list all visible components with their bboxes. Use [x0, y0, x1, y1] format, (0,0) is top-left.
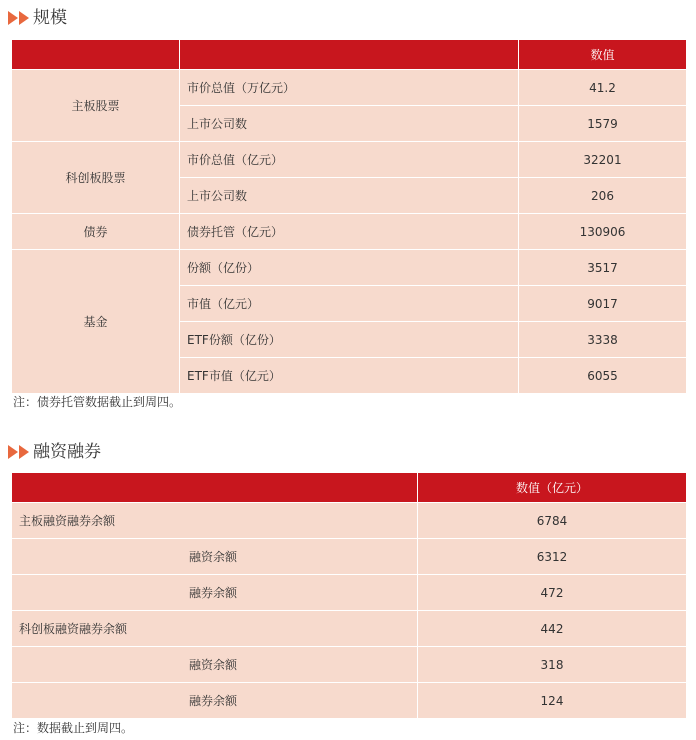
table-row	[12, 503, 687, 539]
header-cell	[180, 40, 519, 70]
footnote: 注：数据截止到周四。	[13, 721, 134, 735]
table-row	[12, 70, 687, 106]
table-row	[12, 539, 687, 575]
group-label: 债券	[12, 214, 180, 250]
item-label: ETF市值（亿元）	[180, 358, 519, 394]
item-label: 市价总值（亿元）	[180, 142, 519, 178]
section-title: 融资融券	[33, 442, 101, 462]
section-title: 规模	[33, 8, 67, 28]
row-value: 472	[418, 575, 687, 611]
table-header-row	[12, 473, 687, 503]
scale-table	[11, 39, 687, 394]
row-label: 科创板融资融券余额	[12, 611, 418, 647]
row-label: 融券余额	[12, 575, 418, 611]
item-value: 41.2	[519, 70, 687, 106]
item-value: 1579	[519, 106, 687, 142]
table-row	[12, 250, 687, 286]
item-label: 上市公司数	[180, 178, 519, 214]
row-value: 442	[418, 611, 687, 647]
row-value: 318	[418, 647, 687, 683]
table-row	[12, 142, 687, 178]
row-value: 6784	[418, 503, 687, 539]
row-value: 6312	[418, 539, 687, 575]
group-label: 主板股票	[12, 70, 180, 142]
footnote: 注：债券托管数据截止到周四。	[13, 395, 182, 409]
group-label: 科创板股票	[12, 142, 180, 214]
row-label: 主板融资融券余额	[12, 503, 418, 539]
item-label: 市值（亿元）	[180, 286, 519, 322]
group-label: 基金	[12, 250, 180, 394]
header-cell-value: 数值（亿元）	[418, 473, 687, 503]
table-row	[12, 611, 687, 647]
margin-table	[11, 472, 687, 719]
table-row	[12, 683, 687, 719]
item-value: 3338	[519, 322, 687, 358]
item-label: 份额（亿份）	[180, 250, 519, 286]
item-label: 债券托管（亿元）	[180, 214, 519, 250]
item-value: 3517	[519, 250, 687, 286]
item-value: 32201	[519, 142, 687, 178]
row-label: 融资余额	[12, 647, 418, 683]
header-cell	[12, 473, 418, 503]
double-arrow-icon	[8, 444, 30, 460]
item-value: 206	[519, 178, 687, 214]
section-header-margin	[8, 440, 101, 464]
table-row	[12, 214, 687, 250]
row-value: 124	[418, 683, 687, 719]
table-row	[12, 647, 687, 683]
header-cell-value: 数值	[519, 40, 687, 70]
item-label: ETF份额（亿份）	[180, 322, 519, 358]
item-value: 6055	[519, 358, 687, 394]
table-header-row	[12, 40, 687, 70]
row-label: 融券余额	[12, 683, 418, 719]
item-label: 上市公司数	[180, 106, 519, 142]
row-label: 融资余额	[12, 539, 418, 575]
section-header-scale	[8, 6, 67, 30]
item-value: 130906	[519, 214, 687, 250]
item-label: 市价总值（万亿元）	[180, 70, 519, 106]
item-value: 9017	[519, 286, 687, 322]
double-arrow-icon	[8, 10, 30, 26]
header-cell	[12, 40, 180, 70]
table-row	[12, 575, 687, 611]
